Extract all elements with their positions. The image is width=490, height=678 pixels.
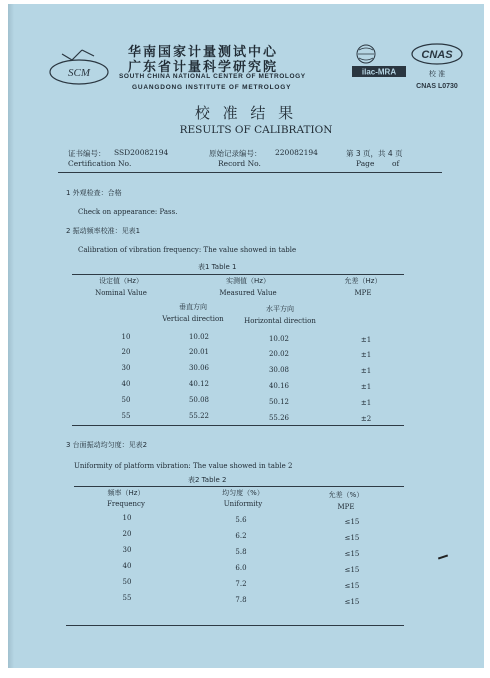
- table-2-bottom-rule: [66, 625, 404, 626]
- scan-mark: [438, 555, 448, 560]
- section-3-en: Uniformity of platform vibration: The value showed in table 2: [74, 462, 293, 470]
- t2-cell-mpe: ≤15: [344, 518, 360, 526]
- cnas-cn-label: 校 准: [428, 70, 446, 78]
- section-3-cn: 3 台面振动均匀度：见表2: [66, 441, 148, 449]
- t1-header-vertical-en: Vertical direction: [162, 315, 224, 323]
- t1-cell-mpe: ±1: [360, 367, 372, 375]
- t1-cell-mpe: ±1: [360, 399, 372, 407]
- t1-header-measured-cn: 实测值（Hz）: [226, 277, 270, 285]
- t2-cell-mpe: ≤15: [344, 582, 360, 590]
- record-number: 220082194: [275, 148, 318, 157]
- t2-cell-uniformity: 6.2: [235, 532, 247, 540]
- page-of-en: of: [392, 159, 400, 168]
- t2-cell-mpe: ≤15: [344, 566, 360, 574]
- t2-cell-frequency: 40: [122, 562, 132, 570]
- cnas-logo-text: CNAS: [421, 49, 453, 61]
- t1-cell-mpe: ±1: [360, 351, 372, 359]
- t1-header-mpe-cn: 允差（Hz）: [344, 277, 382, 285]
- t1-cell-vertical: 20.01: [188, 348, 210, 356]
- org-name-en-2: GUANGDONG INSTITUTE OF METROLOGY: [132, 84, 292, 91]
- t1-cell-horizontal: 50.12: [268, 398, 290, 406]
- t1-cell-nominal: 40: [121, 380, 131, 388]
- t1-cell-horizontal: 10.02: [268, 335, 290, 343]
- section-1-en: Check on appearance: Pass.: [78, 208, 178, 216]
- t1-header-nominal-cn: 设定值（Hz）: [99, 277, 143, 285]
- t1-cell-vertical: 55.22: [188, 412, 210, 420]
- t2-header-mpe-cn: 允差（%）: [328, 491, 364, 499]
- left-edge-shadow: [8, 4, 14, 668]
- t1-header-horizontal-cn: 水平方向: [266, 305, 294, 313]
- t2-cell-mpe: ≤15: [344, 550, 360, 558]
- t1-header-nominal-en: Nominal Value: [95, 289, 147, 297]
- title-en: RESULTS OF CALIBRATION: [179, 124, 333, 136]
- t2-cell-frequency: 55: [122, 594, 132, 602]
- cnas-logo: [410, 42, 464, 94]
- cert-label-cn: 证书编号：: [68, 149, 106, 158]
- page-label-en: Page: [356, 159, 375, 168]
- t2-cell-frequency: 30: [122, 546, 132, 554]
- t2-cell-frequency: 10: [122, 514, 132, 522]
- t2-cell-uniformity: 5.8: [235, 548, 247, 556]
- t1-cell-horizontal: 20.02: [268, 350, 290, 358]
- t2-cell-uniformity: 7.2: [235, 580, 247, 588]
- t2-cell-mpe: ≤15: [344, 534, 360, 542]
- t2-cell-uniformity: 6.0: [235, 564, 247, 572]
- record-label-en: Record No.: [218, 159, 261, 168]
- org-name-cn-1: 华南国家计量测试中心: [128, 45, 279, 60]
- t1-cell-vertical: 50.08: [188, 396, 210, 404]
- table-2-top-rule: [74, 486, 404, 487]
- ilac-mra-logo: [350, 42, 408, 80]
- t2-cell-mpe: ≤15: [344, 598, 360, 606]
- t1-cell-vertical: 40.12: [188, 380, 210, 388]
- t2-header-mpe-en: MPE: [337, 503, 355, 511]
- t1-cell-vertical: 10.02: [188, 333, 210, 341]
- certificate-page: [8, 4, 484, 668]
- section-1-cn: 1 外观检查：合格: [66, 189, 122, 197]
- t1-cell-nominal: 30: [121, 364, 131, 372]
- t2-cell-uniformity: 7.8: [235, 596, 247, 604]
- table-1-caption: 表1 Table 1: [198, 263, 237, 271]
- table-2-caption: 表2 Table 2: [188, 476, 227, 484]
- page-number-cn: 第 3 页，共 4 页: [346, 149, 403, 158]
- t2-header-freq-en: Frequency: [107, 500, 145, 508]
- t1-header-vertical-cn: 垂直方向: [179, 303, 207, 311]
- header-rule: [58, 172, 442, 173]
- t1-cell-mpe: ±2: [360, 415, 372, 423]
- section-2-en: Calibration of vibration frequency: The value showed in table: [78, 246, 297, 254]
- t1-cell-horizontal: 55.26: [268, 414, 290, 422]
- t1-cell-vertical: 30.06: [188, 364, 210, 372]
- t1-cell-nominal: 50: [121, 396, 131, 404]
- t2-header-freq-cn: 频率（Hz）: [107, 489, 145, 497]
- cert-label-en: Certification No.: [68, 159, 132, 168]
- table-1-top-rule: [72, 274, 404, 275]
- record-label-cn: 原始记录编号：: [209, 149, 262, 158]
- cert-number: SSD20082194: [114, 148, 169, 157]
- scm-logo: [48, 44, 110, 88]
- cnas-number: CNAS L0730: [416, 83, 458, 90]
- t2-header-uni-cn: 均匀度（%）: [222, 489, 264, 497]
- section-2-cn: 2 振动频率校准：见表1: [66, 227, 141, 235]
- t1-header-horizontal-en: Horizontal direction: [244, 317, 316, 325]
- t1-cell-nominal: 10: [121, 333, 131, 341]
- ilac-logo-text: ilac-MRA: [361, 67, 397, 77]
- org-name-cn-2: 广东省计量科学研究院: [128, 60, 279, 75]
- t1-header-mpe-en: MPE: [354, 289, 372, 297]
- t1-cell-nominal: 55: [121, 412, 131, 420]
- t1-cell-mpe: ±1: [360, 383, 372, 391]
- table-1-bottom-rule: [72, 425, 404, 426]
- t2-cell-uniformity: 5.6: [235, 516, 247, 524]
- t2-header-uni-en: Uniformity: [223, 500, 263, 508]
- t1-cell-horizontal: 40.16: [268, 382, 290, 390]
- t1-cell-nominal: 20: [121, 348, 131, 356]
- t1-header-measured-en: Measured Value: [219, 289, 277, 297]
- scm-logo-text: SCM: [68, 67, 90, 79]
- t2-cell-frequency: 50: [122, 578, 132, 586]
- t1-cell-mpe: ±1: [360, 336, 372, 344]
- t2-cell-frequency: 20: [122, 530, 132, 538]
- org-name-en-1: SOUTH CHINA NATIONAL CENTER OF METROLOGY: [119, 73, 306, 80]
- t1-cell-horizontal: 30.08: [268, 366, 290, 374]
- title-cn: 校 准 结 果: [194, 104, 298, 122]
